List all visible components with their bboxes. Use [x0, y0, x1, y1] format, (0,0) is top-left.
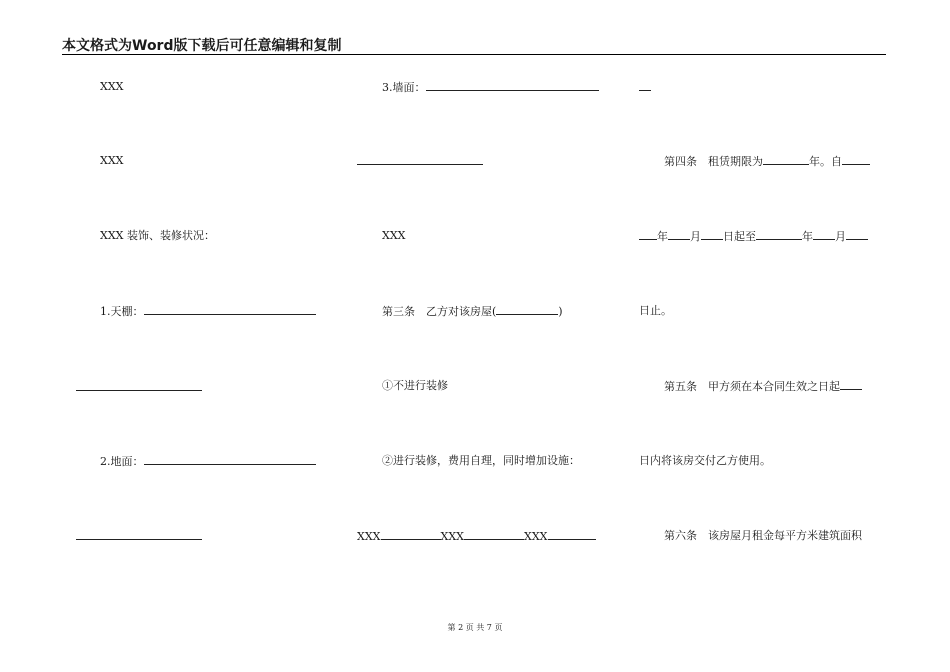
blank-line	[76, 380, 202, 391]
col2-line-2	[357, 154, 483, 169]
end-day-blank	[846, 229, 868, 240]
month-label: 月	[690, 230, 701, 243]
month-blank	[668, 229, 690, 240]
col1-line-7	[76, 529, 202, 544]
col1-line-5	[76, 380, 202, 395]
col1-line-2: XXX	[100, 154, 124, 167]
end-year-blank	[756, 229, 802, 240]
wall-label: 3.墙面：	[382, 81, 426, 94]
article-4-year: 年。自	[809, 155, 842, 168]
article-4-text: 第四条 租赁期限为	[664, 155, 763, 168]
col3-line-1	[639, 80, 651, 95]
col3-line-5	[664, 379, 862, 394]
year-blank	[639, 229, 657, 240]
col2-line-4	[382, 304, 563, 319]
ceiling-blank	[144, 304, 316, 315]
term-blank	[763, 154, 809, 165]
col3-line-2	[664, 154, 870, 169]
end-month-blank	[813, 229, 835, 240]
short-blank	[639, 80, 651, 91]
blank-line	[357, 154, 483, 165]
header-title: 本文格式为Word版下载后可任意编辑和复制	[62, 38, 342, 54]
page-number: 第 2 页 共 7 页	[447, 623, 503, 632]
day-blank	[701, 229, 723, 240]
blank-a	[381, 529, 441, 540]
xxx-b: XXX	[440, 530, 464, 543]
col3-line-3	[639, 229, 868, 244]
page-header	[62, 34, 886, 55]
xxx-c: XXX	[524, 530, 548, 543]
wall-blank	[426, 80, 599, 91]
floor-blank	[144, 454, 316, 465]
col2-line-7	[357, 529, 596, 544]
year-label: 年	[657, 230, 668, 243]
end-month-label: 月	[835, 230, 846, 243]
blank-c	[548, 529, 596, 540]
col2-line-5: ①不进行装修	[382, 379, 448, 392]
floor-label: 2.地面：	[100, 455, 144, 468]
col1-line-3: XXX 装饰、装修状况：	[100, 229, 215, 242]
col2-line-6: ②进行装修，费用自理，同时增加设施：	[382, 454, 580, 467]
article-3-close: )	[558, 305, 563, 318]
ceiling-label: 1.天棚：	[100, 305, 144, 318]
col3-line-7: 第六条 该房屋月租金每平方米建筑面积	[664, 529, 862, 542]
col3-line-6: 日内将该房交付乙方使用。	[639, 454, 771, 467]
start-blank	[842, 154, 870, 165]
article-3-text: 第三条 乙方对该房屋(	[382, 305, 497, 318]
col3-line-4: 日止。	[639, 304, 672, 317]
days-blank	[840, 379, 862, 390]
col1-line-6	[100, 454, 316, 469]
col2-line-3: XXX	[382, 229, 406, 242]
col1-line-1: XXX	[100, 80, 124, 93]
blank-line	[76, 529, 202, 540]
article-5-text: 第五条 甲方须在本合同生效之日起	[664, 380, 840, 393]
col1-line-4	[100, 304, 316, 319]
until-label: 日起至	[723, 230, 756, 243]
article-3-blank	[496, 304, 558, 315]
blank-b	[464, 529, 524, 540]
end-year-label: 年	[802, 230, 813, 243]
xxx-a: XXX	[357, 530, 381, 543]
col2-line-1	[382, 80, 599, 95]
